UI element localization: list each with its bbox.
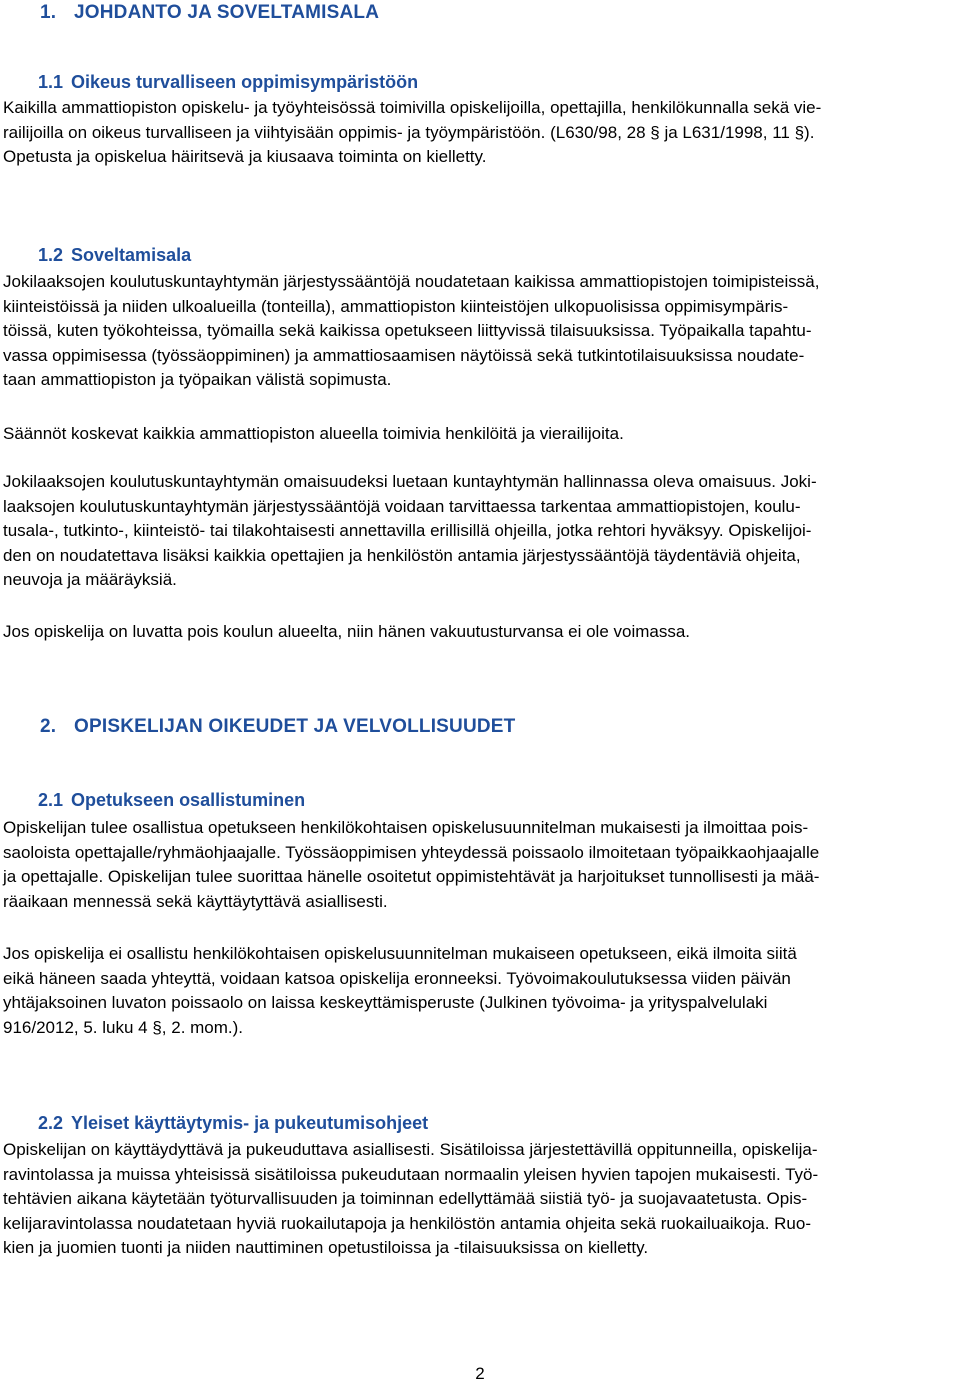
text-line: tusala-, tutkinto-, kiinteistö- tai tilakohtaisesti annettavilla erillisillä ohjeilla, jotka rehtori hyväksyy. Opiskelijoi-: [3, 521, 812, 540]
text-line: eikä häneen saada yhteyttä, voidaan katsoa opiskelija eronneeksi. Työvoimakoulutuksessa viiden päivän: [3, 968, 791, 988]
text-line: ravintolassa ja muissa yhteisissä sisätiloissa pukeudutaan normaalin yleisen hyvien tapojen mukaisesti. Työ-: [3, 1164, 819, 1184]
paragraph: [3, 942, 957, 1040]
text-line: vassa oppimisessa (työssäoppiminen) ja ammattiosaamisen näytöissä sekä tutkintotilaisuuksissa noudate-: [3, 345, 805, 365]
text-line: taan ammattiopiston ja työpaikan välistä sopimusta.: [3, 370, 392, 389]
text-line: tehtävien aikana käytetään työturvallisuuden ja toiminnan edellyttämää siistiä työ- ja suojavaatetusta. Opis-: [3, 1189, 808, 1208]
section-heading-2: [40, 716, 515, 738]
subsection-heading-2-2: [38, 1113, 428, 1134]
text-line: kien ja juomien tuonti ja niiden nauttiminen opetustiloissa ja -tilaisuuksissa on kielletty.: [3, 1238, 649, 1257]
subsection-title: Yleiset käyttäytymis- ja pukeutumisohjeet: [71, 1113, 429, 1133]
text-line: Opetusta ja opiskelua häiritsevä ja kiusaava toiminta on kielletty.: [3, 147, 487, 166]
text-line: Jos opiskelija ei osallistu henkilökohtaisen opiskelusuunnitelman mukaiseen opetukseen, eikä ilmoita siitä: [3, 944, 797, 963]
subsection-title: Oikeus turvalliseen oppimisympäristöön: [71, 72, 419, 92]
text-line: 916/2012, 5. luku 4 §, 2. mom.).: [3, 1017, 244, 1037]
text-line: ja opettajalle. Opiskelijan tulee suorittaa hänelle osoitetut oppimistehtävät ja harjoitukset tunnollisesti ja mää-: [3, 867, 820, 886]
section-title: JOHDANTO JA SOVELTAMISALA: [74, 2, 380, 23]
subsection-title: Opetukseen osallistuminen: [71, 790, 306, 810]
text-line: laaksojen koulutuskuntayhtymän järjestyssääntöjä voidaan tarvittaessa tarkentaa ammattiopistojen, koulu-: [3, 496, 801, 516]
text-line: töissä, kuten työkohteissa, työmailla sekä kaikissa opetukseen liittyvissä tilaisuuksissa. Työpaikalla tapahtu-: [3, 321, 812, 340]
text-line: Säännöt koskevat kaikkia ammattiopiston alueella toimivia henkilöitä ja vierailijoita.: [3, 424, 624, 443]
subsection-heading-1-2: [38, 245, 191, 266]
text-line: saoloista opettajalle/ryhmäohjaajalle. Työssäoppimisen yhteydessä poissaolo ilmoitetaan työpaikkaohjaajalle: [3, 842, 820, 862]
subsection-title: Soveltamisala: [71, 245, 192, 265]
section-number: 2.: [40, 716, 57, 737]
paragraph: [3, 1138, 957, 1261]
text-line: Jokilaaksojen koulutuskuntayhtymän omaisuudeksi luetaan kuntayhtymän hallinnassa oleva omaisuus. Joki-: [3, 472, 817, 491]
text-line: Jos opiskelija on luvatta pois koulun alueelta, niin hänen vakuutusturvansa ei ole voimassa.: [3, 622, 691, 641]
text-line: railijoilla on oikeus turvalliseen ja viihtyisään oppimis- ja työympäristöön. (L630/98, 28 § ja L631/1998, 11 §).: [3, 122, 815, 142]
subsection-number: 1.2: [38, 245, 64, 265]
section-title: OPISKELIJAN OIKEUDET JA VELVOLLISUUDET: [74, 716, 516, 737]
paragraph: [3, 620, 957, 645]
page-number: 2: [475, 1364, 485, 1383]
subsection-heading-1-1: [38, 72, 418, 93]
text-line: Opiskelijan tulee osallistua opetukseen henkilökohtaisen opiskelusuunnitelman mukaisesti ja ilmoittaa pois-: [3, 818, 809, 837]
text-line: räaikaan mennessä sekä käyttäytyttävä asiallisesti.: [3, 891, 388, 911]
text-line: yhtäjaksoinen luvaton poissaolo on laissa keskeyttämisperuste (Julkinen työvoima- ja yrityspalvelulaki: [3, 993, 768, 1012]
paragraph: [3, 96, 957, 170]
text-line: neuvoja ja määräyksiä.: [3, 570, 177, 589]
subsection-heading-2-1: [38, 790, 305, 811]
text-line: Jokilaaksojen koulutuskuntayhtymän järjestyssääntöjä noudatetaan kaikissa ammattiopistojen toimipisteissä,: [3, 272, 820, 291]
text-line: kiinteistöissä ja niiden ulkoalueilla (tonteilla), ammattiopiston kiinteistöjen ulkopuolisissa oppimisympäris-: [3, 296, 789, 316]
text-line: den on noudatettava lisäksi kaikkia opettajien ja henkilöstön antamia järjestyssääntöjä täydentäviä ohjeita,: [3, 545, 801, 565]
text-line: Opiskelijan on käyttäydyttävä ja pukeuduttava asiallisesti. Sisätiloissa järjestettävillä oppitunneilla, opiskelija-: [3, 1140, 818, 1159]
subsection-number: 2.2: [38, 1113, 64, 1133]
section-heading-1: [40, 2, 379, 24]
paragraph: [3, 470, 957, 593]
paragraph: [3, 270, 957, 393]
text-line: kelijaravintolassa noudatetaan hyviä ruokailutapoja ja henkilöstön antamia ohjeita sekä ruokailuaikoja. Ruo-: [3, 1213, 811, 1233]
subsection-number: 2.1: [38, 790, 64, 810]
subsection-number: 1.1: [38, 72, 64, 92]
text-line: Kaikilla ammattiopiston opiskelu- ja työyhteisössä toimivilla opiskelijoilla, opettajilla, henkilökunnalla sekä vie-: [3, 98, 822, 117]
paragraph: [3, 422, 957, 447]
section-number: 1.: [40, 2, 57, 23]
paragraph: [3, 816, 957, 914]
